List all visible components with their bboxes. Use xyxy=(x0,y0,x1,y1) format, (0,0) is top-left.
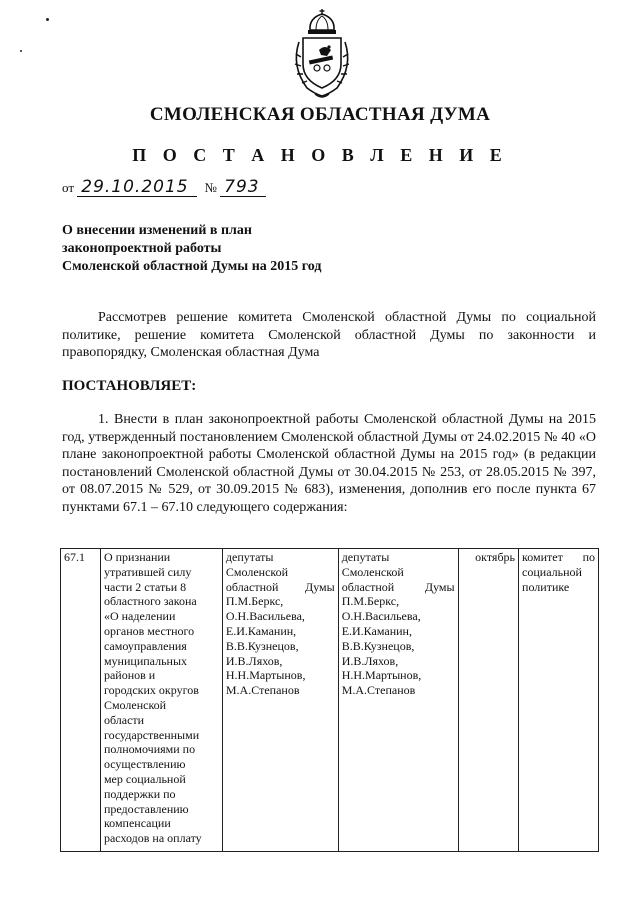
subject-text-line: О признании xyxy=(103,550,171,564)
initiator-line: П.М.Беркс, xyxy=(225,594,284,609)
subject-text-line: области xyxy=(103,712,145,727)
cell-term xyxy=(458,549,518,852)
initiator-line: Н.Н.Мартынов, xyxy=(225,668,306,683)
scan-speck xyxy=(46,18,49,21)
developer-line: В.В.Кузнецов, xyxy=(341,638,415,653)
subject-text-line: поддержки по xyxy=(103,786,176,801)
initiator-line: В.В.Кузнецов, xyxy=(225,638,299,653)
subject-text-line: осуществлению xyxy=(103,757,186,772)
plan-table xyxy=(60,548,599,852)
subject-text-line: органов местного xyxy=(103,623,195,638)
date-label: от xyxy=(62,180,75,195)
cell-item-number xyxy=(61,549,101,852)
coat-of-arms-icon xyxy=(289,8,355,100)
developer-line: И.В.Ляхов, xyxy=(341,653,399,668)
developer-line: депутаты xyxy=(341,550,390,564)
subject-text-line: самоуправления xyxy=(103,638,187,653)
preamble-paragraph: Рассмотрев решение комитета Смоленской областной Думы по социальной политике, решение комитета Смоленской областной Думы по законности и правопорядку, Смоленская областная Дума xyxy=(62,310,596,360)
subject-text-line: утратившей силу xyxy=(103,564,192,579)
document-subject xyxy=(62,222,321,276)
number-label: № xyxy=(204,180,217,195)
developer-line: О.Н.Васильева, xyxy=(341,609,421,624)
initiator-line: областной Думы xyxy=(225,579,335,594)
item-1-paragraph: 1. Внести в план законопроектной работы Смоленской областной Думы на 2015 год, утвержденный постановлением Смоленской областной Думы от 24.02.2015 № 40 «О плане законопроектной работы Смоленской областной Думы на 2015 год» (в редакции постановлений Смоленской областной Думы от 30.04.2015 № 253, от 28.05.2015 № 397, от 08.07.2015 № 529, от 30.09.2015 № 683), изменения, дополнив его после пункта 67 пунктами 67.1 – 67.10 следующего содержания: xyxy=(62,412,596,515)
developer-line: М.А.Степанов xyxy=(341,683,416,698)
document-type: П О С Т А Н О В Л Е Н И Е xyxy=(132,145,508,165)
developer-line: Смоленской xyxy=(341,564,404,579)
subject-line: О внесении изменений в план xyxy=(62,223,252,238)
subject-text-line: «О наделении xyxy=(103,609,176,624)
date-number-line xyxy=(62,178,266,197)
developer-line: Н.Н.Мартынов, xyxy=(341,668,422,683)
initiator-line: Смоленской xyxy=(225,564,289,579)
document-number: 793 xyxy=(220,178,266,197)
cell-responsible xyxy=(519,549,599,852)
subject-text-line: городских округов xyxy=(103,683,199,698)
subject-text-line: компенсации xyxy=(103,816,171,831)
responsible-line: комитет по xyxy=(522,550,595,564)
developer-line: областной Думы xyxy=(341,579,455,594)
organization-title: СМОЛЕНСКАЯ ОБЛАСТНАЯ ДУМА xyxy=(149,104,491,125)
subject-text-line: областного закона xyxy=(103,594,197,609)
cell-developers xyxy=(338,549,458,852)
subject-text-line: районов и xyxy=(103,668,156,683)
developer-line: Е.И.Каманин, xyxy=(341,623,412,638)
cell-initiators xyxy=(222,549,338,852)
initiator-line: М.А.Степанов xyxy=(225,683,300,698)
term-value: октябрь xyxy=(475,550,516,564)
subject-line: Смоленской областной Думы на 2015 год xyxy=(62,259,322,274)
subject-text-line: предоставлению xyxy=(103,801,189,816)
responsible-line: политике xyxy=(522,579,570,594)
item-number: 67.1 xyxy=(64,550,85,564)
subject-text-line: муниципальных xyxy=(103,653,188,668)
table-row xyxy=(61,549,599,852)
initiator-line: депутаты xyxy=(225,550,274,564)
decree-heading: ПОСТАНОВЛЯЕТ: xyxy=(62,378,197,394)
subject-text-line: мер социальной xyxy=(103,771,186,786)
responsible-line: социальной xyxy=(522,564,582,579)
subject-line: законопроектной работы xyxy=(62,241,222,256)
subject-text-line: полномочиями по xyxy=(103,742,196,757)
scan-speck xyxy=(20,50,22,52)
initiator-line: Е.И.Каманин, xyxy=(225,623,297,638)
subject-text-line: Смоленской xyxy=(103,697,167,712)
initiator-line: И.В.Ляхов, xyxy=(225,653,283,668)
subject-text-line: части 2 статьи 8 xyxy=(103,579,187,594)
subject-text-line: государственными xyxy=(103,727,200,742)
subject-text-line: расходов на оплату xyxy=(103,831,202,846)
developer-line: П.М.Беркс, xyxy=(341,594,400,609)
document-date: 29.10.2015 xyxy=(77,178,197,197)
cell-bill-subject xyxy=(100,549,222,852)
initiator-line: О.Н.Васильева, xyxy=(225,609,305,624)
